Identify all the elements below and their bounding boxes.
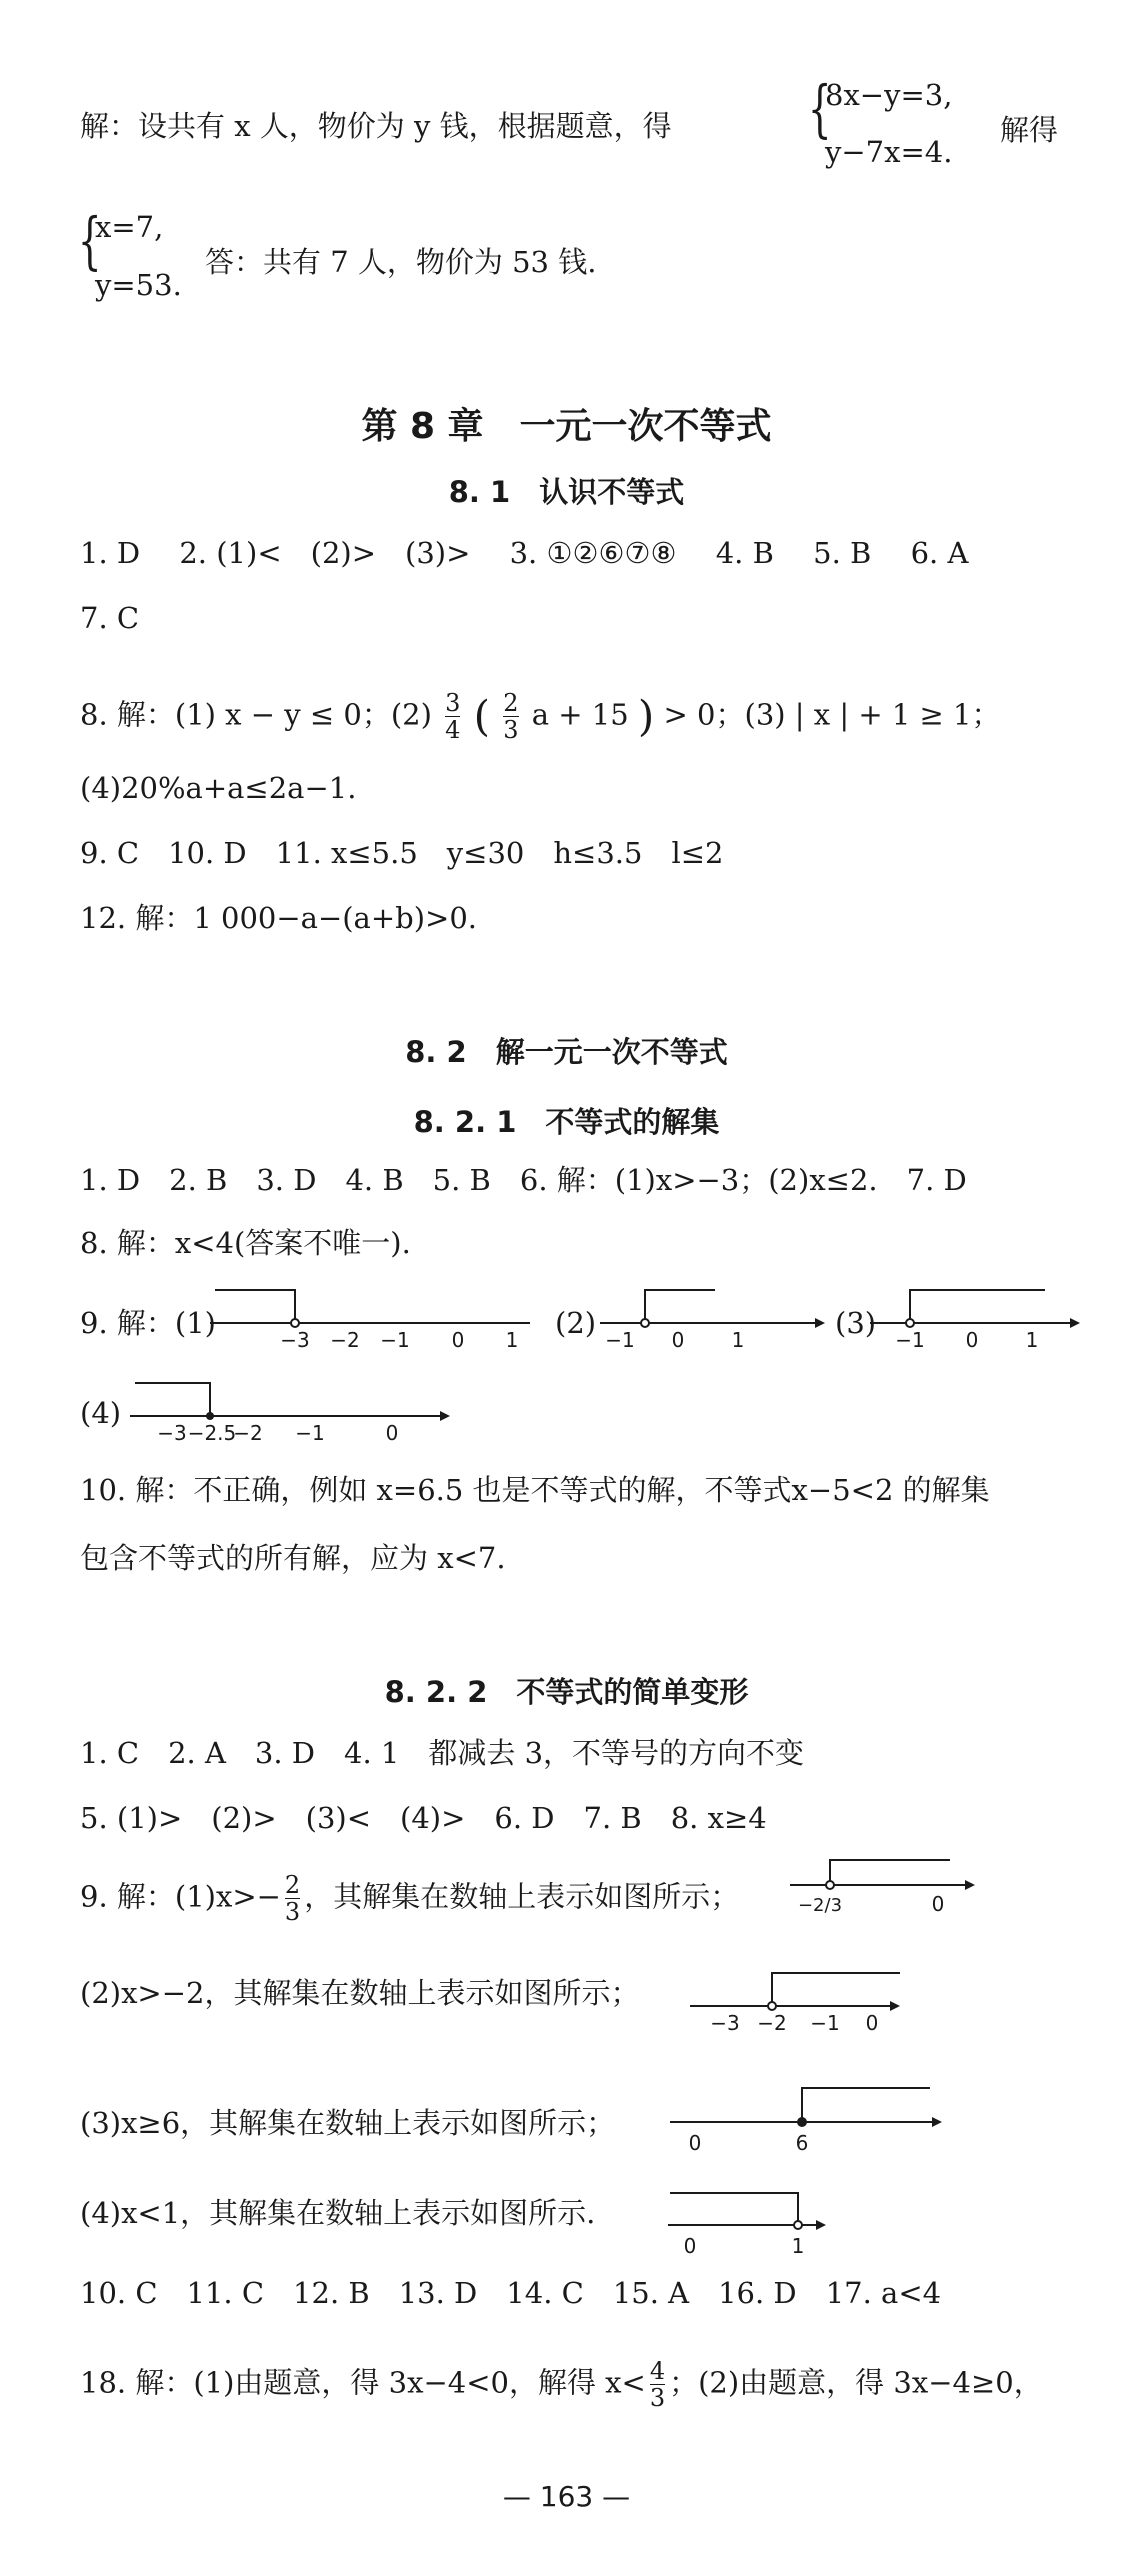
q9-1-part-a: 9. 解：(1)x>− xyxy=(80,1879,281,1914)
tick-label: −2/3 xyxy=(797,1895,843,1916)
tick-label: 0 xyxy=(385,1421,399,1445)
s821-q9-2: (2) xyxy=(555,1306,597,1340)
s822-q9-1 xyxy=(80,1872,739,1925)
s81-line1 xyxy=(80,535,998,571)
s81-q12-line: 12. 解：1 000−a−(a+b)>0. xyxy=(80,901,477,935)
tick-label: 1 xyxy=(791,2234,805,2258)
s822-q9-2: (2)x>−2，其解集在数轴上表示如图所示； xyxy=(80,1976,640,2010)
tick-label: −3 xyxy=(710,2011,740,2035)
tick-label: −2 xyxy=(757,2011,787,2035)
answer-item: 1. D xyxy=(80,536,141,570)
page-number: — 163 — xyxy=(502,2480,631,2513)
s822-q18 xyxy=(80,2358,1043,2411)
answer-item: 3. ①②⑥⑦⑧ xyxy=(509,536,677,570)
q18-part-b: ；(2)由题意，得 3x−4≥0， xyxy=(669,2365,1043,2400)
s821-q9-3: (3) xyxy=(835,1306,877,1340)
s81-q8-4: (4)20%a+a≤2a−1. xyxy=(80,771,357,805)
section-8-2-2-title: 8. 2. 2 不等式的简单变形 xyxy=(384,1675,749,1709)
s821-q10-line1: 10. 解：不正确，例如 x=6.5 也是不等式的解，不等式x−5<2 的解集 xyxy=(80,1473,990,1507)
q3-line1 xyxy=(80,108,672,144)
sys2-eq1: x=7, xyxy=(95,210,164,244)
answer-item: 6. A xyxy=(910,536,969,570)
q8-part-c: > 0；(3) | x | + 1 ≥ 1； xyxy=(663,697,1001,732)
tick-label: −1 xyxy=(380,1328,410,1352)
tick-label: 0 xyxy=(965,1328,979,1352)
s821-q9-4: (4) xyxy=(80,1396,122,1430)
tick-label: −1 xyxy=(605,1328,635,1352)
sys1-eq1: 8x−y=3, xyxy=(825,78,953,112)
tick-label: 0 xyxy=(683,2234,697,2258)
system-brace-2: { xyxy=(77,204,102,277)
tick-label: 0 xyxy=(865,2011,879,2035)
tick-label: −3 xyxy=(157,1421,187,1445)
number-line-3 xyxy=(870,1285,1085,1355)
section-8-2-title: 8. 2 解一元一次不等式 xyxy=(405,1035,728,1069)
system-brace-1: { xyxy=(807,72,832,145)
s821-line2: 8. 解：x<4(答案不唯一). xyxy=(80,1226,411,1260)
tick-label: −1 xyxy=(810,2011,840,2035)
chapter-title: 第 8 章 一元一次不等式 xyxy=(361,406,772,447)
q8-part-a: 8. 解：(1) x − y ≤ 0；(2) xyxy=(80,697,432,732)
tick-label: 0 xyxy=(451,1328,465,1352)
tick-label: −3 xyxy=(280,1328,310,1352)
q18-part-a: 18. 解：(1)由题意，得 3x−4<0，解得 x< xyxy=(80,2365,646,2400)
q3-text: 解：设共有 x 人，物价为 y 钱，根据题意，得 xyxy=(80,109,672,143)
s821-line1: 1. D 2. B 3. D 4. B 5. B 6. 解：(1)x>−3；(2)x≤2. 7. D xyxy=(80,1163,967,1197)
tick-label: −2 xyxy=(233,1421,263,1445)
tick-label: 1 xyxy=(731,1328,745,1352)
s822-q9-3: (3)x≥6，其解集在数轴上表示如图所示； xyxy=(80,2106,616,2140)
tick-label: 0 xyxy=(688,2131,702,2155)
s821-q9-label: 9. 解：(1) xyxy=(80,1306,216,1340)
tick-label: 6 xyxy=(795,2131,809,2155)
s81-q9-line: 9. C 10. D 11. x≤5.5 y≤30 h≤3.5 l≤2 xyxy=(80,836,724,870)
s81-q8: 8. 解：(1) x − y ≤ 0；(2) $\frac{3}{4}$ ( $\frac{2}{3}$ a + 15 ) > 0；(3) | x | + 1 ≥ 1； xyxy=(80,689,1001,744)
fraction: $\frac{4}{3}$ xyxy=(649,2357,666,2412)
number-line-2 xyxy=(600,1285,830,1355)
s822-line1: 1. C 2. A 3. D 4. 1 都减去 3，不等号的方向不变 xyxy=(80,1736,805,1770)
fraction: $\frac{2}{3}$ xyxy=(503,689,519,744)
answer-item: 5. B xyxy=(813,536,872,570)
tick-label: −2.5 xyxy=(187,1421,237,1445)
q8-part-b: a + 15 xyxy=(531,697,629,732)
s822-q9-4: (4)x<1，其解集在数轴上表示如图所示. xyxy=(80,2196,596,2230)
q3-after: 解得 xyxy=(1000,113,1059,147)
q3-answer: 答：共有 7 人，物价为 53 钱. xyxy=(205,245,597,279)
q9-1-part-b: ，其解集在数轴上表示如图所示； xyxy=(304,1879,740,1914)
number-line-c xyxy=(670,2080,950,2160)
tick-label: −1 xyxy=(295,1421,325,1445)
s821-q10-line2: 包含不等式的所有解，应为 x<7. xyxy=(80,1541,506,1575)
tick-label: 0 xyxy=(931,1892,945,1916)
section-8-2-1-title: 8. 2. 1 不等式的解集 xyxy=(413,1105,720,1139)
tick-label: 1 xyxy=(505,1328,519,1352)
number-line-4 xyxy=(130,1378,460,1448)
number-line-b xyxy=(690,1968,920,2038)
sys2-eq2: y=53. xyxy=(95,268,182,302)
sys1-eq2: y−7x=4. xyxy=(825,135,953,169)
tick-label: −2 xyxy=(330,1328,360,1352)
section-8-1-title: 8. 1 认识不等式 xyxy=(448,475,685,509)
tick-label: 1 xyxy=(1025,1328,1039,1352)
fraction: $\frac{2}{3}$ xyxy=(284,1871,301,1926)
tick-label: −1 xyxy=(895,1328,925,1352)
answer-item: 2. (1)< (2)> (3)> xyxy=(179,536,471,570)
number-line-a xyxy=(790,1855,980,1935)
number-line-1 xyxy=(210,1285,540,1355)
tick-label: 0 xyxy=(671,1328,685,1352)
fraction: $\frac{3}{4}$ xyxy=(445,689,461,744)
number-line-d xyxy=(668,2185,848,2260)
s81-line2: 7. C xyxy=(80,601,140,635)
s822-q10-line: 10. C 11. C 12. B 13. D 14. C 15. A 16. D 17. a<4 xyxy=(80,2276,942,2310)
s822-line2: 5. (1)> (2)> (3)< (4)> 6. D 7. B 8. x≥4 xyxy=(80,1801,767,1835)
answer-item: 4. B xyxy=(715,536,774,570)
